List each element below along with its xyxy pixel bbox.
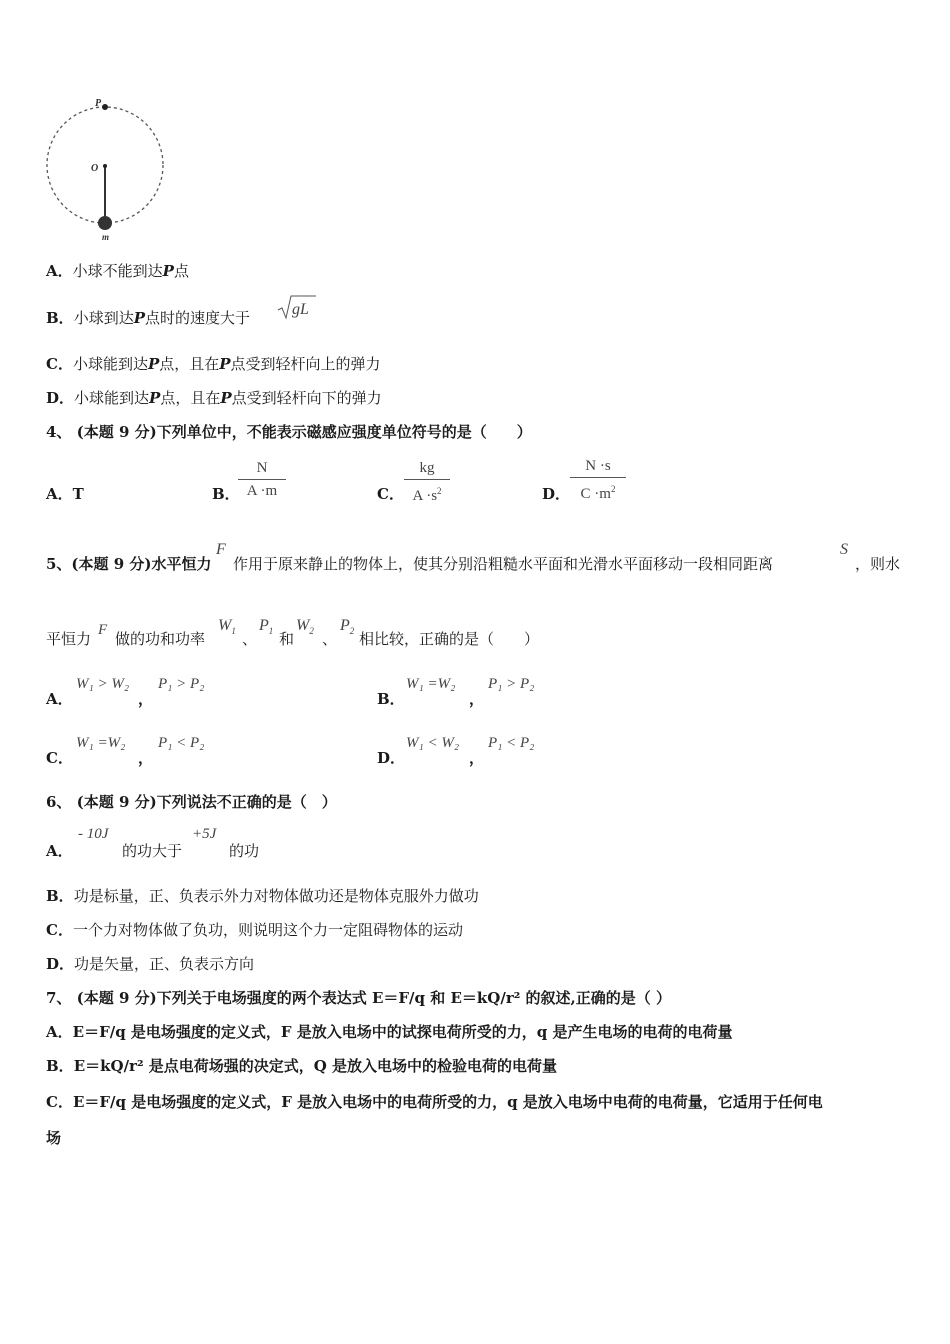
q5-and: 和 xyxy=(279,630,295,648)
q5-stem-line1: 5、(本题 9 分)水平恒力 xyxy=(46,555,212,573)
q5-option-b-expr2: P₁ > P₂ xyxy=(488,676,535,692)
q5-option-c-label[interactable]: C． xyxy=(46,749,73,767)
q7-stem: 7、 (本题 9 分)下列关于电场强度的两个表达式 E＝F/q 和 E＝kQ/r² 的叙述,正确的是（ ） xyxy=(46,989,671,1007)
label-p: P xyxy=(95,98,102,109)
q5-option-a-expr1: W₁ > W₂ xyxy=(76,676,130,692)
q5-stem-line2: 平恒力 xyxy=(46,630,92,648)
q5-stem-part2: 作用于原来静止的物体上，使其分别沿粗糙水平面和光滑水平面移动一段相同距离 xyxy=(233,555,774,573)
q6-option-c[interactable]: C．一个力对物体做了负功，则说明这个力一定阻碍物体的运动 xyxy=(46,921,463,939)
q5-option-d-label[interactable]: D． xyxy=(377,749,406,767)
q4-option-a[interactable]: A．T xyxy=(46,485,84,503)
q3-option-c[interactable]: C．小球能到达P点，且在P点受到轻杆向上的弹力 xyxy=(46,355,381,373)
q6-option-a-expr2: +5J xyxy=(192,826,217,842)
q6-option-a-text2: 的功 xyxy=(229,842,260,860)
q5-option-c-expr2: P₁ < P₂ xyxy=(158,735,205,751)
q6-option-b[interactable]: B．功是标量，正、负表示外力对物体做功还是物体克服外力做功 xyxy=(46,887,479,905)
q7-option-b[interactable]: B．E＝kQ/r² 是点电荷场强的决定式，Q 是放入电场中的检验电荷的电荷量 xyxy=(46,1057,558,1075)
q5-sep2: 、 xyxy=(322,630,338,648)
q5-s: S xyxy=(840,541,848,558)
q5-option-d-expr2: P₁ < P₂ xyxy=(488,735,535,751)
q6-option-d[interactable]: D．功是矢量，正、负表示方向 xyxy=(46,955,255,973)
q5-option-a-expr2: P₁ > P₂ xyxy=(158,676,205,692)
q5-sep1: 、 xyxy=(242,630,258,648)
q3-option-a[interactable]: A．小球不能到达P点 xyxy=(46,262,189,280)
q6-stem: 6、 (本题 9 分)下列说法不正确的是（ ） xyxy=(46,793,337,811)
q5-option-b-expr1: W₁ =W₂ xyxy=(406,676,456,692)
q5-f2: F xyxy=(98,622,108,638)
label-o: O xyxy=(91,163,99,174)
q5-option-b-label[interactable]: B． xyxy=(377,690,405,708)
q7-option-c-continued: 场 xyxy=(46,1129,62,1147)
q7-option-a[interactable]: A．E＝F/q 是电场强度的定义式，F 是放入电场中的试探电荷所受的力，q 是产生电场的电荷的电荷量 xyxy=(46,1023,733,1041)
q4-option-c-label[interactable]: C． xyxy=(377,485,404,503)
q6-option-a-label[interactable]: A． xyxy=(46,842,73,860)
q5-option-d-comma: ， xyxy=(469,749,485,767)
circular-motion-figure xyxy=(40,92,170,242)
q5-option-d-expr1: W₁ < W₂ xyxy=(406,735,460,751)
center-o xyxy=(103,164,107,168)
q6-option-a-expr1: - 10J xyxy=(78,826,109,842)
label-m: m xyxy=(102,232,110,242)
q5-p1: $P_1$ xyxy=(259,617,274,637)
ball-m xyxy=(98,216,112,230)
q6-option-a-text1: 的功大于 xyxy=(122,842,183,860)
point-p xyxy=(102,104,108,110)
q5-option-a-comma: ， xyxy=(138,690,154,708)
q5-stem-part6: 相比较，正确的是（ ） xyxy=(359,630,540,648)
q5-w1: $W_1$ xyxy=(218,617,236,637)
q4-option-b-fraction: N A ·m xyxy=(238,458,286,501)
sqrt-radicand: gL xyxy=(292,301,309,318)
q5-p2: $P_2$ xyxy=(340,617,355,637)
q4-option-b-label[interactable]: B． xyxy=(212,485,240,503)
q5-w2: $W_2$ xyxy=(296,617,314,637)
q4-option-c-fraction: kg $A \cdot s^2$ xyxy=(404,458,450,506)
q4-option-d-label[interactable]: D． xyxy=(542,485,571,503)
q5-option-c-expr1: W₁ =W₂ xyxy=(76,735,126,751)
q5-f1: F xyxy=(216,541,226,558)
q5-stem-part3: ，则水 xyxy=(855,555,901,573)
q4-option-d-fraction: N ·s $C \cdot m^2$ xyxy=(570,456,626,504)
q3-option-d[interactable]: D．小球能到达P点，且在P点受到轻杆向下的弹力 xyxy=(46,389,382,407)
q4-stem: 4、 (本题 9 分)下列单位中，不能表示磁感应强度单位符号的是（ ） xyxy=(46,423,532,441)
sqrt-gl-expression xyxy=(276,292,318,322)
q5-option-a-label[interactable]: A． xyxy=(46,690,73,708)
q3-option-b[interactable]: B．小球到达P点时的速度大于 xyxy=(46,309,250,327)
q5-option-c-comma: ， xyxy=(138,749,154,767)
q5-option-b-comma: ， xyxy=(469,690,485,708)
q5-stem-part5: 做的功和功率 xyxy=(115,630,206,648)
q7-option-c[interactable]: C．E＝F/q 是电场强度的定义式，F 是放入电场中的电荷所受的力，q 是放入电场中电荷的电荷量，它适用于任何电 xyxy=(46,1093,823,1111)
